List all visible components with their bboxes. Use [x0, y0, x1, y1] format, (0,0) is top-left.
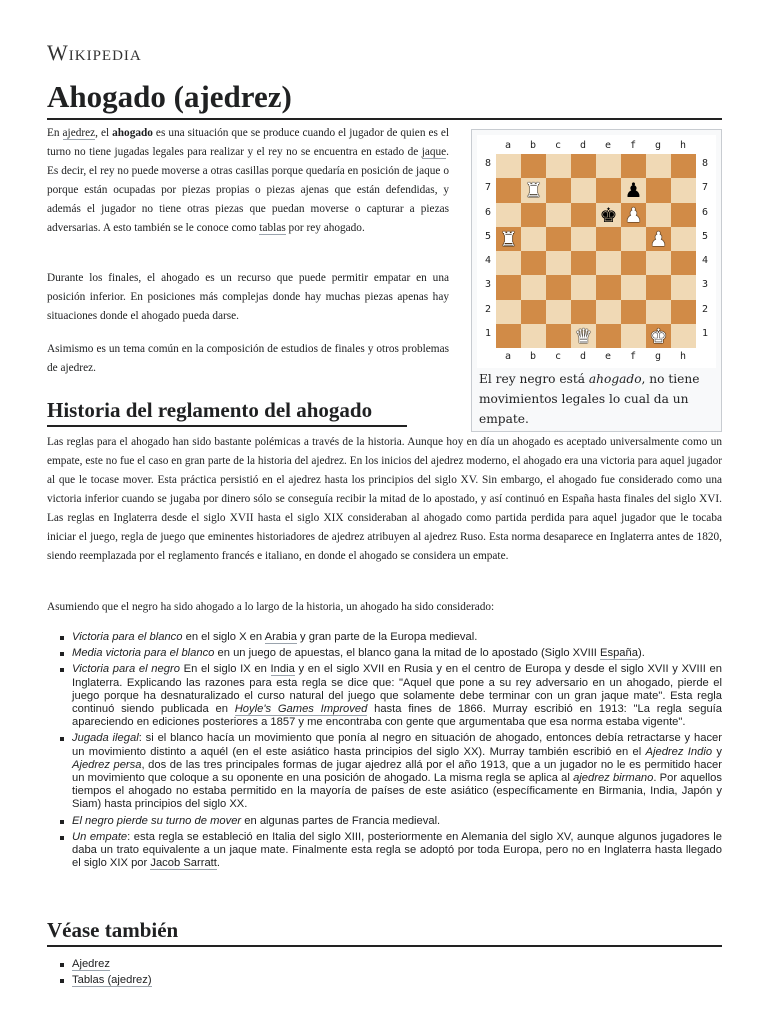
- rank-label: 1: [484, 327, 492, 339]
- text-run: : si el blanco hacía un movimiento que ponía al negro en situación de ahogado, entonces debía retractarse y hacer un movimiento distinto a aquél (en el este asiático hasta principios del siglo XX). Murray también escribió en el: [72, 732, 722, 758]
- board-square-b8: [521, 154, 546, 178]
- inline-link[interactable]: jaque: [421, 146, 447, 158]
- board-square-h2: [671, 300, 696, 324]
- rank-label: 5: [484, 230, 492, 242]
- chess-diagram: [477, 135, 716, 368]
- inline-link[interactable]: Arabia: [264, 631, 297, 643]
- text-run: En el siglo IX en: [179, 663, 271, 676]
- italic-text: Un empate: [72, 830, 128, 843]
- board-square-f7: [621, 178, 646, 202]
- history-paragraph: Las reglas para el ahogado han sido bastante polémicas a través de la historia. Aunque hoy en día un ahogado es aceptado universalmente como un empate, este no fue el caso en gran parte de la historia del ajedrez. En los inicios del ajedrez moderno, el ahogado era una victoria para aquel jugador al que le tocase mover. Esta práctica persistió en el ajedrez hasta los principios del siglo XV. Sin embargo, el ahogado fue considerado como una victoria inferior cuando se jugaba por dinero sólo se conseguía recibir la mitad de lo apostado, y así continuó en España hasta finales del siglo XVI. Las reglas en Inglaterra desde el siglo XVII hasta el siglo XIX consideraban al ahogado como partida perdida para aquel jugador que le tocaba iniciar el juego, regla de juego que eminentes historiadores de ajedrez atribuyen al ajedrez Ruso. Esta norma desaparece en Inglaterra antes de 1820, siendo reemplazada por el reglamento francés e italiano, en donde el ahogado se considera un empate.: [47, 436, 722, 562]
- file-label: d: [579, 351, 587, 362]
- text-run: , dos de las tres principales formas de jugar ajedrez allá por el año 1913, que a un jugador no le es permitido hacer un movimiento que coloque a su oponente en una posición de ahogado. La misma regla se aplica al: [72, 758, 722, 785]
- board-square-e8: [596, 154, 621, 178]
- inline-link[interactable]: ajedrez: [62, 127, 96, 139]
- board-square-a2: [496, 300, 521, 324]
- board-square-e3: [596, 275, 621, 299]
- rank-label: 3: [701, 279, 709, 291]
- see-also-link[interactable]: Tablas (ajedrez): [72, 974, 152, 987]
- wikipedia-logo[interactable]: Wikipedia: [47, 40, 142, 65]
- board-square-g5: [646, 227, 671, 251]
- board-square-e7: [596, 178, 621, 202]
- board-square-d8: [571, 154, 596, 178]
- rank-label: 6: [484, 206, 492, 218]
- board-square-a4: [496, 251, 521, 275]
- text-run: El rey negro está: [479, 372, 589, 386]
- text-run: en el siglo X en: [182, 631, 265, 643]
- black-pawn-icon: ♟: [624, 178, 643, 203]
- white-pawn-icon: ♟: [649, 226, 668, 251]
- white-rook-icon: ♜: [499, 226, 518, 251]
- text-run: : esta regla se estableció en Italia del siglo XIII, posteriormente en Alemania del siglo XV, aunque algunos jugadores le daba un trato equivalente a un jaque mate. Finalmente esta regla se adoptó por toda Europa, pero no en Inglaterra hasta llegado el siglo XIX por: [72, 830, 722, 870]
- board-square-h4: [671, 251, 696, 275]
- board-square-d6: [571, 203, 596, 227]
- italic-text: Ajedrez persa: [72, 758, 142, 771]
- board-square-e1: [596, 324, 621, 348]
- section-heading-see-also: Véase también: [47, 916, 722, 947]
- board-square-h6: [671, 203, 696, 227]
- board-square-d5: [571, 227, 596, 251]
- board-square-g8: [646, 154, 671, 178]
- board-square-c8: [546, 154, 571, 178]
- inline-link[interactable]: India: [270, 663, 295, 676]
- board-square-b1: [521, 324, 546, 348]
- board-square-b4: [521, 251, 546, 275]
- text-run: en un juego de apuestas, el blanco gana la mitad de lo apostado (Siglo XVIII: [214, 647, 601, 660]
- rank-label: 4: [484, 255, 492, 266]
- board-square-f6: [621, 203, 646, 227]
- white-king-icon: ♚: [649, 323, 668, 348]
- board-square-b5: [521, 227, 546, 251]
- board-square-f4: [621, 251, 646, 275]
- text-run: y gran parte de la Europa medieval.: [296, 631, 478, 643]
- board-square-a1: [496, 324, 521, 348]
- board-square-g4: [646, 251, 671, 275]
- file-label: e: [604, 351, 612, 362]
- board-square-c5: [546, 227, 571, 251]
- file-label: a: [504, 351, 512, 362]
- file-label: b: [529, 140, 537, 151]
- inline-link[interactable]: tablas: [259, 222, 286, 234]
- board-square-b6: [521, 203, 546, 227]
- file-label: a: [504, 140, 512, 151]
- board-square-d1: [571, 324, 596, 348]
- file-label: d: [579, 140, 587, 151]
- board-square-a7: [496, 178, 521, 202]
- board-square-e5: [596, 227, 621, 251]
- board-square-c3: [546, 275, 571, 299]
- italic-text: Victoria para el negro: [72, 663, 180, 676]
- list-item: [58, 831, 722, 871]
- file-label: b: [529, 351, 537, 362]
- white-pawn-icon: ♟: [624, 202, 643, 227]
- board-square-b2: [521, 300, 546, 324]
- text-run: , no tiene movimientos legales lo cual da un empate.: [479, 372, 700, 426]
- list-item: [58, 958, 722, 971]
- list-item: [58, 631, 722, 644]
- rank-label: 2: [701, 303, 709, 315]
- italic-text: Ajedrez Indio: [645, 745, 713, 758]
- file-label: c: [554, 351, 562, 362]
- board-square-f1: [621, 324, 646, 348]
- board-square-h5: [671, 227, 696, 251]
- text-run: .: [216, 857, 221, 870]
- file-label: c: [554, 140, 562, 151]
- text-run: hasta fines de 1866. Murray escribió en 1913: "La regla seguía apareciendo en ediciones posteriores a 1857 y me encontraba con gente que argumentaba que esa norma estaba vigente".: [72, 703, 722, 729]
- board-square-b7: [521, 178, 546, 202]
- intro-paragraph: [47, 124, 449, 238]
- board-square-f8: [621, 154, 646, 178]
- board-square-f3: [621, 275, 646, 299]
- text-run: , el: [95, 127, 113, 139]
- board-square-a3: [496, 275, 521, 299]
- board-square-d7: [571, 178, 596, 202]
- chess-board: [496, 154, 696, 348]
- board-square-h1: [671, 324, 696, 348]
- rank-label: 5: [701, 230, 709, 242]
- page-title: Ahogado (ajedrez): [47, 78, 722, 120]
- diagram-caption: [479, 369, 715, 429]
- board-square-h3: [671, 275, 696, 299]
- white-queen-icon: ♛: [574, 323, 593, 348]
- section-heading-history: Historia del reglamento del ahogado: [47, 396, 407, 427]
- finals-paragraph: Durante los finales, el ahogado es un recurso que puede permitir empatar en una posición inferior. En posiciones más complejas donde hay muchas piezas apenas hay situaciones donde el ahogado pueda darse.: [47, 272, 449, 322]
- file-label: g: [654, 351, 662, 362]
- text-run: ).: [637, 647, 645, 660]
- italic-text: Jugada ilegal: [72, 732, 139, 745]
- board-square-c6: [546, 203, 571, 227]
- rank-label: 1: [701, 327, 709, 339]
- board-square-a8: [496, 154, 521, 178]
- board-square-c4: [546, 251, 571, 275]
- board-square-g1: [646, 324, 671, 348]
- see-also-link[interactable]: Ajedrez: [72, 958, 110, 970]
- board-square-h8: [671, 154, 696, 178]
- considered-list: [58, 631, 722, 873]
- board-square-d3: [571, 275, 596, 299]
- inline-link[interactable]: Hoyle's Games Improved: [234, 703, 368, 716]
- italic-text: ajedrez birmano: [573, 772, 654, 785]
- text-run: y en el siglo XVII en Rusia y en el centro de Europa y desde el siglo XVII y XVIII en Inglaterra. Explicando las razones para esta regla se dice que: "Aquel que pone a su rey adversario en un ahogado, pierde el juego porque ha desnaturalizado el curso natural del juego que solamente debe terminar con un gran jaque mate". Esta regla continuó siendo publicada en: [72, 663, 722, 716]
- rank-label: 8: [484, 158, 492, 169]
- bold-term: ahogado: [112, 127, 153, 139]
- inline-link[interactable]: Jacob Sarratt: [150, 857, 217, 870]
- rank-label: 7: [701, 182, 709, 194]
- board-square-e6: [596, 203, 621, 227]
- list-item: [58, 974, 722, 987]
- rank-label: 2: [484, 303, 492, 315]
- board-square-e4: [596, 251, 621, 275]
- board-square-h7: [671, 178, 696, 202]
- board-square-f2: [621, 300, 646, 324]
- board-square-e2: [596, 300, 621, 324]
- file-label: h: [679, 140, 687, 151]
- text-run: y: [712, 745, 722, 758]
- italic-text: El negro pierde su turno de mover: [72, 814, 242, 827]
- list-item: [58, 815, 722, 828]
- composition-paragraph: Asimismo es un tema común en la composición de estudios de finales y otros problemas de ajedrez.: [47, 343, 449, 374]
- text-run: por rey ahogado.: [285, 222, 365, 234]
- text-run: . Por aquellos tiempos el ahogado no estaba permitido en la mayoría de países de este asiático (específicamente en Birmania, India, Japón y Siam) hasta principios del siglo XX.: [72, 772, 722, 811]
- list-item: [58, 732, 722, 811]
- rank-label: 8: [701, 158, 709, 169]
- rank-label: 7: [484, 182, 492, 194]
- rank-label: 3: [484, 279, 492, 291]
- inline-link[interactable]: España: [600, 647, 638, 660]
- board-square-c7: [546, 178, 571, 202]
- file-label: f: [629, 140, 637, 151]
- board-square-b3: [521, 275, 546, 299]
- see-also-list: [58, 958, 722, 990]
- board-square-d4: [571, 251, 596, 275]
- board-square-a6: [496, 203, 521, 227]
- board-square-g6: [646, 203, 671, 227]
- black-king-icon: ♚: [599, 202, 618, 227]
- board-square-d2: [571, 300, 596, 324]
- file-label: e: [604, 140, 612, 151]
- board-square-a5: [496, 227, 521, 251]
- list-item: [58, 663, 722, 729]
- text-run: En: [47, 127, 63, 139]
- file-label: f: [629, 351, 637, 362]
- white-rook-icon: ♜: [524, 178, 543, 203]
- file-label: g: [654, 140, 662, 151]
- italic-text: ahogado: [588, 372, 642, 386]
- rank-label: 6: [701, 206, 709, 218]
- considered-intro: Asumiendo que el negro ha sido ahogado a lo largo de la historia, un ahogado ha sido considerado:: [47, 601, 495, 613]
- text-run: . Es decir, el rey no puede moverse a otras casillas porque quedaría en posición de jaque o porque están ocupadas por piezas propias o piezas ajenas que están defendidas, y además el jugador no tiene otras piezas que puedan moverse o capturar a piezas adversarias. A esto también se le conoce como: [47, 146, 449, 234]
- board-square-g2: [646, 300, 671, 324]
- italic-text: Victoria para el blanco: [72, 631, 183, 643]
- list-item: [58, 647, 722, 660]
- text-run: en algunas partes de Francia medieval.: [241, 814, 441, 827]
- board-square-c1: [546, 324, 571, 348]
- chess-diagram-infobox: [471, 129, 722, 432]
- text-run: es una situación que se produce cuando el jugador de quien es el turno no tiene jugadas legales para realizar y el rey no se encuentra en estado de: [47, 127, 450, 158]
- board-square-g7: [646, 178, 671, 202]
- file-label: h: [679, 351, 687, 362]
- rank-label: 4: [701, 255, 709, 266]
- board-square-f5: [621, 227, 646, 251]
- italic-text: Media victoria para el blanco: [72, 647, 215, 660]
- board-square-g3: [646, 275, 671, 299]
- board-square-c2: [546, 300, 571, 324]
